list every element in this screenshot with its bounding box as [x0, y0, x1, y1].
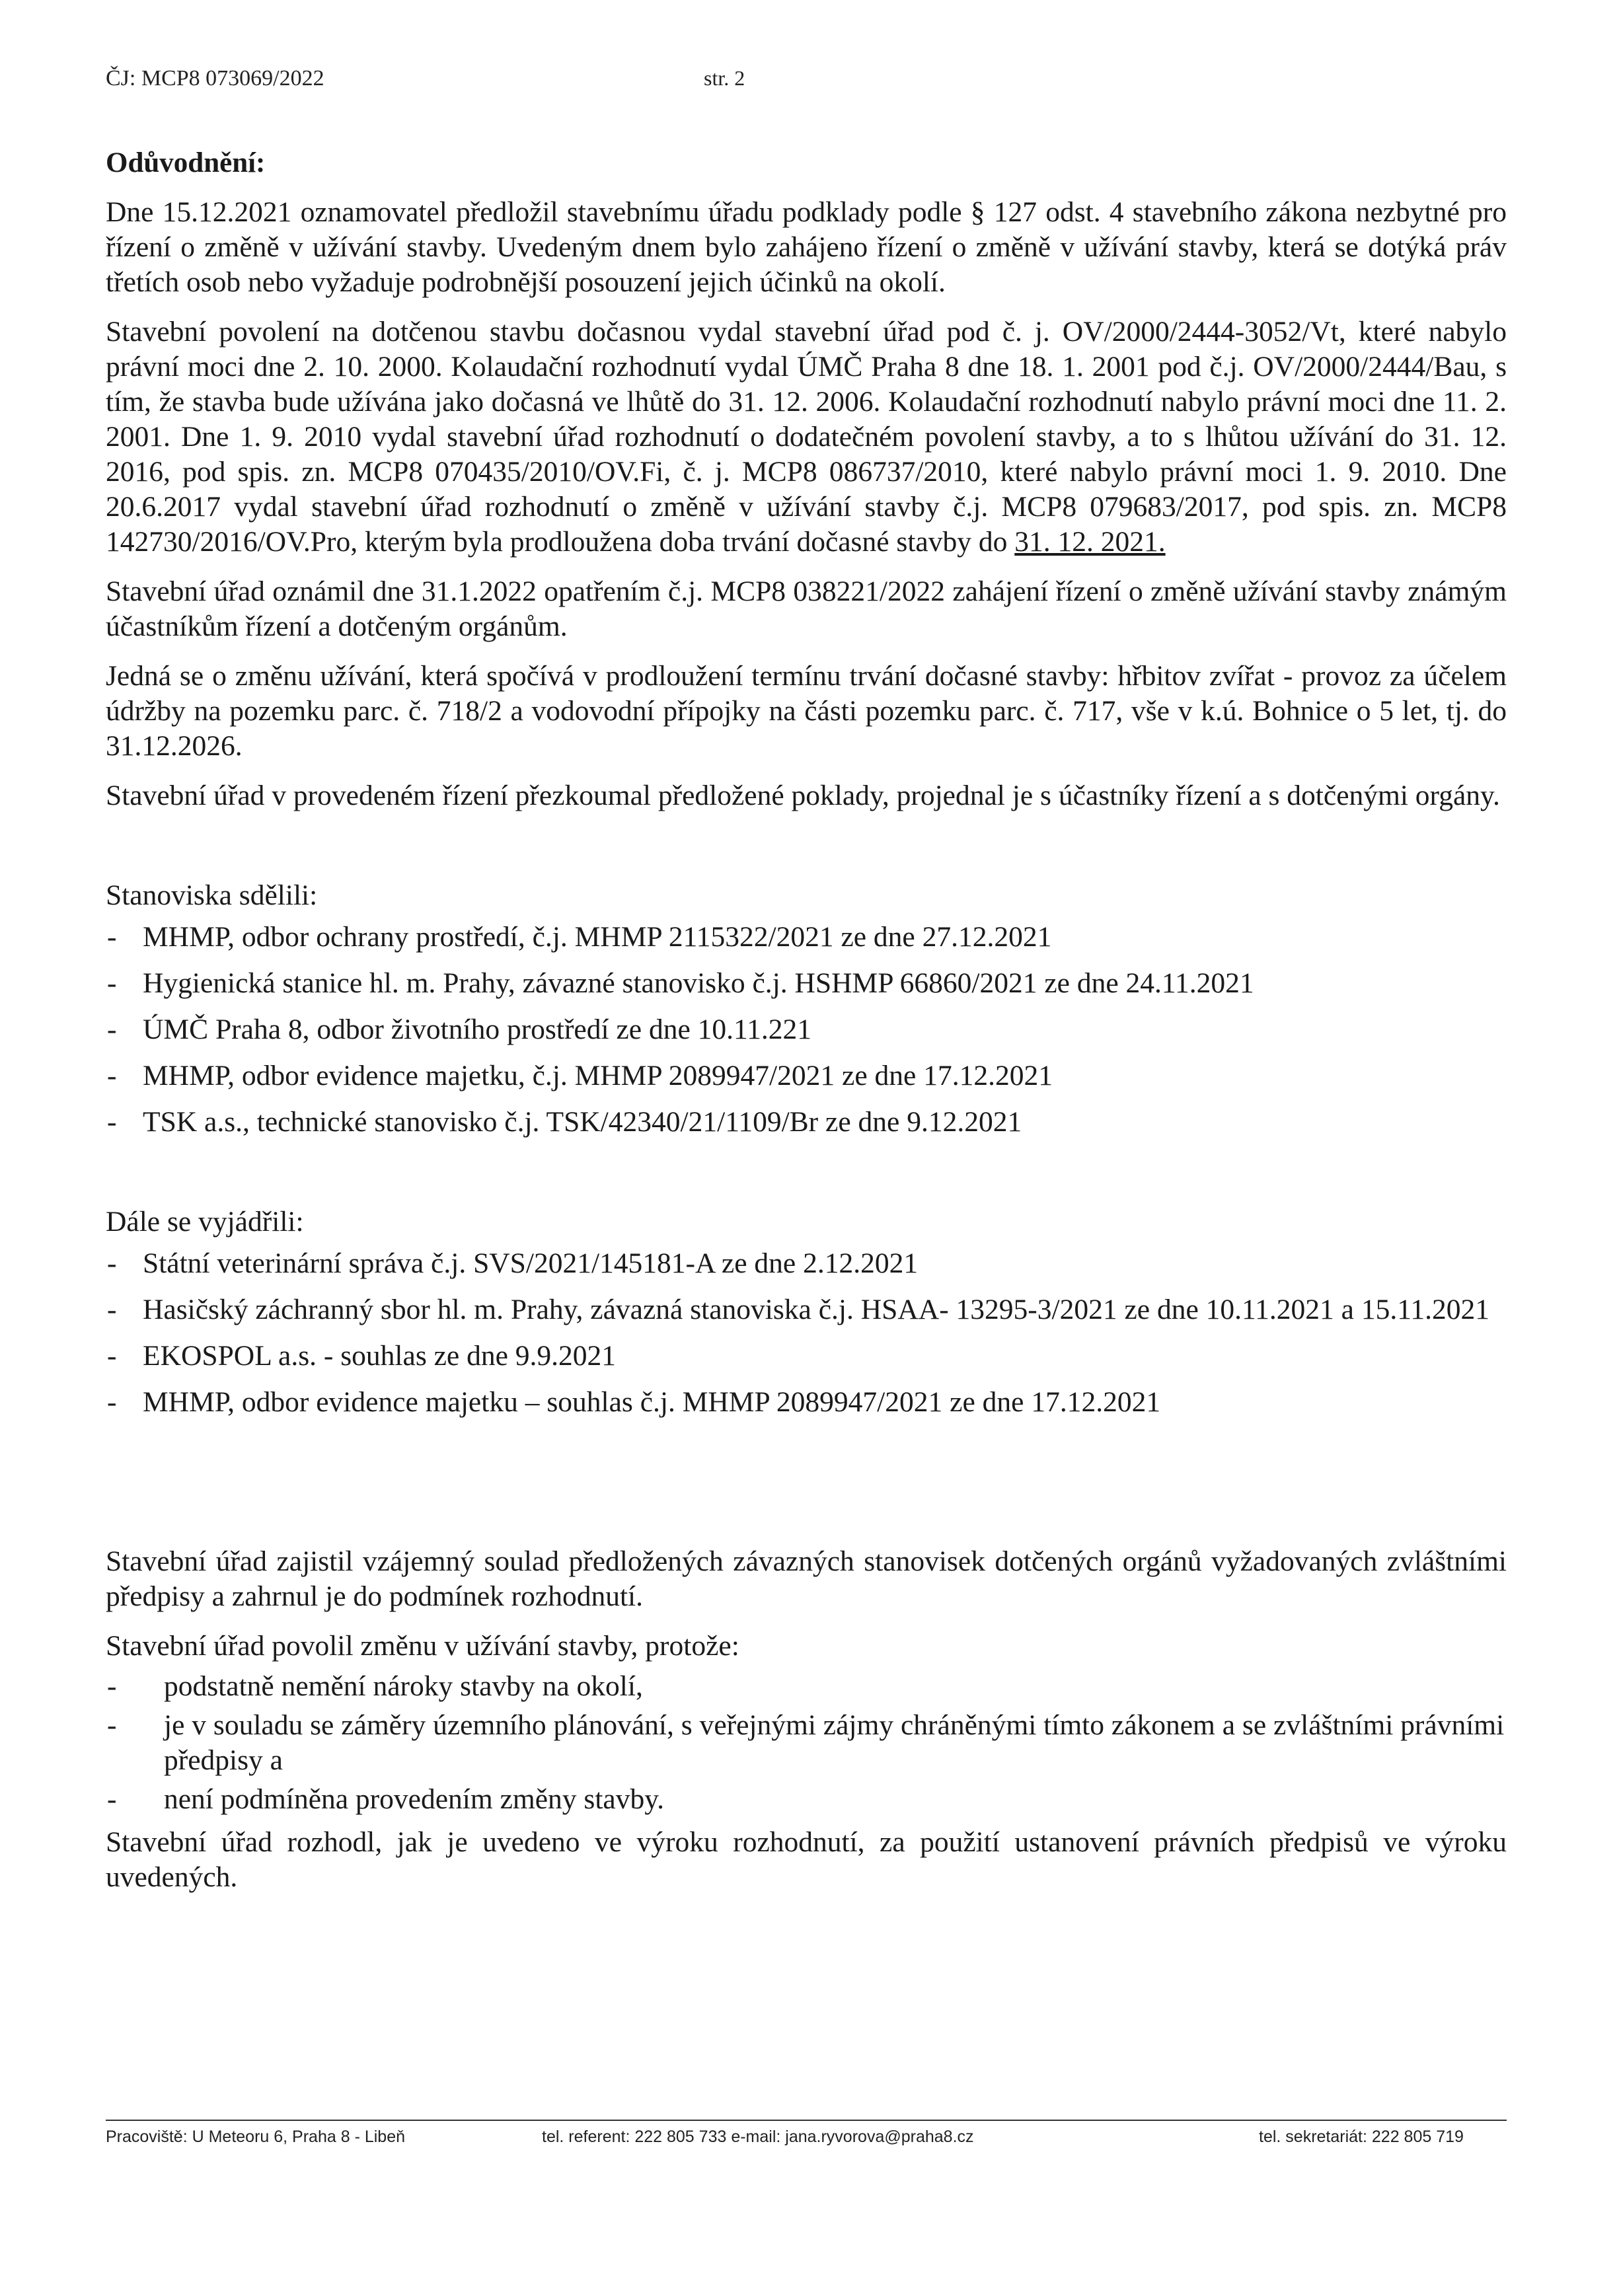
- list-item: - EKOSPOL a.s. - souhlas ze dne 9.9.2021: [106, 1339, 1507, 1374]
- reasons-list: [106, 1669, 1507, 1817]
- list-item: - ÚMČ Praha 8, odbor životního prostředí ze dne 10.11.221: [106, 1012, 1507, 1047]
- stanoviska-heading: Stanoviska sdělili:: [106, 879, 318, 911]
- paragraph-decision: Stavební úřad rozhodl, jak je uvedeno ve výroku rozhodnutí, za použití ustanovení právních předpisů ve výroku uvedených.: [106, 1826, 1507, 1893]
- list-item: - MHMP, odbor ochrany prostředí, č.j. MHMP 2115322/2021 ze dne 27.12.2021: [106, 920, 1507, 955]
- paragraph-subject: Jedná se o změnu užívání, která spočívá v prodloužení termínu trvání dočasné stavby: hřbitov zvířat - provoz za účelem údržby na pozemku parc. č. 718/2 a vodovodní přípojky na části pozemku parc. č. 717, vše v k.ú. Bohnice o 5 let, tj. do 31.12.2026.: [106, 660, 1507, 762]
- reference-number: ČJ: MCP8 073069/2022: [106, 66, 324, 91]
- list-item: - Státní veterinární správa č.j. SVS/2021/145181-A ze dne 2.12.2021: [106, 1246, 1507, 1281]
- footer-workplace: Pracoviště: U Meteoru 6, Praha 8 - Libeň: [106, 2128, 406, 2146]
- paragraph-initiation: Dne 15.12.2021 oznamovatel předložil stavebnímu úřadu podklady podle § 127 odst. 4 stavebního zákona nezbytné pro řízení o změně v užívání stavby. Uvedeným dnem bylo zahájeno řízení o změně v užívání stavby, která se dotýká práv třetích osob nebo vyžaduje podrobnější posouzení jejich účinků na okolí.: [106, 196, 1507, 298]
- document-body: [106, 195, 1507, 1909]
- list-item: - je v souladu se záměry územního plánování, s veřejnými zájmy chráněnými tímto zákonem a se zvláštními právními předpisy a: [106, 1708, 1507, 1778]
- page-footer: [106, 2120, 1507, 2146]
- paragraph-notice: Stavební úřad oznámil dne 31.1.2022 opatřením č.j. MCP8 038221/2022 zahájení řízení o změně užívání stavby známým účastníkům řízení a dotčeným orgánům.: [106, 575, 1507, 642]
- list-item: - Hygienická stanice hl. m. Prahy, závazné stanovisko č.j. HSHMP 66860/2021 ze dne 24.11.2021: [106, 966, 1507, 1001]
- vyjadrili-heading: Dále se vyjádřili:: [106, 1206, 304, 1238]
- paragraph-history: [106, 315, 1507, 560]
- list-item: - MHMP, odbor evidence majetku – souhlas č.j. MHMP 2089947/2021 ze dne 17.12.2021: [106, 1385, 1507, 1420]
- footer-secretariat: tel. sekretariát: 222 805 719: [1259, 2128, 1464, 2146]
- list-item: - TSK a.s., technické stanovisko č.j. TSK/42340/21/1109/Br ze dne 9.12.2021: [106, 1105, 1507, 1140]
- list-item: - Hasičský záchranný sbor hl. m. Prahy, závazná stanoviska č.j. HSAA- 13295-3/2021 ze dne 10.11.2021 a 15.11.2021: [106, 1292, 1507, 1327]
- list-item: - podstatně nemění nároky stavby na okolí,: [106, 1669, 1507, 1704]
- history-text: Stavební povolení na dotčenou stavbu dočasnou vydal stavební úřad pod č. j. OV/2000/2444-3052/Vt, které nabylo právní moci dne 2. 10. 2000. Kolaudační rozhodnutí vydal ÚMČ Praha 8 dne 18. 1. 2001 pod č.j. OV/2000/2444/Bau, s tím, že stavba bude užívána jako dočasná ve lhůtě do 31. 12. 2006. Kolaudační rozhodnutí nabylo právní moci dne 11. 2. 2001. Dne 1. 9. 2010 vydal stavební úřad rozhodnutí o dodatečném povolení stavby, a to s lhůtou užívání do 31. 12. 2016, pod spis. zn. MCP8 070435/2010/OV.Fi, č. j. MCP8 086737/2010, které nabylo právní moci 1. 9. 2010. Dne 20.6.2017 vydal stavební úřad rozhodnutí o změně v užívání stavby č.j. MCP8 079683/2017, pod spis. zn. MCP8 142730/2016/OV.Pro, kterým byla prodloužena doba trvání dočasné stavby do: [106, 316, 1507, 558]
- paragraph-permitted: Stavební úřad povolil změnu v užívání stavby, protože:: [106, 1630, 739, 1662]
- vyjadrili-list: [106, 1246, 1507, 1420]
- footer-contact: tel. referent: 222 805 733 e-mail: jana.ryvorova@praha8.cz: [542, 2128, 974, 2146]
- list-item: - není podmíněna provedením změny stavby.: [106, 1782, 1507, 1817]
- deadline-date: 31. 12. 2021.: [1014, 526, 1166, 558]
- stanoviska-list: [106, 920, 1507, 1140]
- paragraph-review: Stavební úřad v provedeném řízení přezkoumal předložené poklady, projednal je s účastníky řízení a s dotčenými orgány.: [106, 780, 1500, 811]
- page-header: [106, 66, 745, 91]
- list-item: - MHMP, odbor evidence majetku, č.j. MHMP 2089947/2021 ze dne 17.12.2021: [106, 1058, 1507, 1093]
- section-title: Odůvodnění:: [106, 147, 266, 178]
- page-number: str. 2: [704, 66, 745, 90]
- paragraph-consistency: Stavební úřad zajistil vzájemný soulad předložených závazných stanovisek dotčených orgánů vyžadovaných zvláštními předpisy a zahrnul je do podmínek rozhodnutí.: [106, 1545, 1507, 1612]
